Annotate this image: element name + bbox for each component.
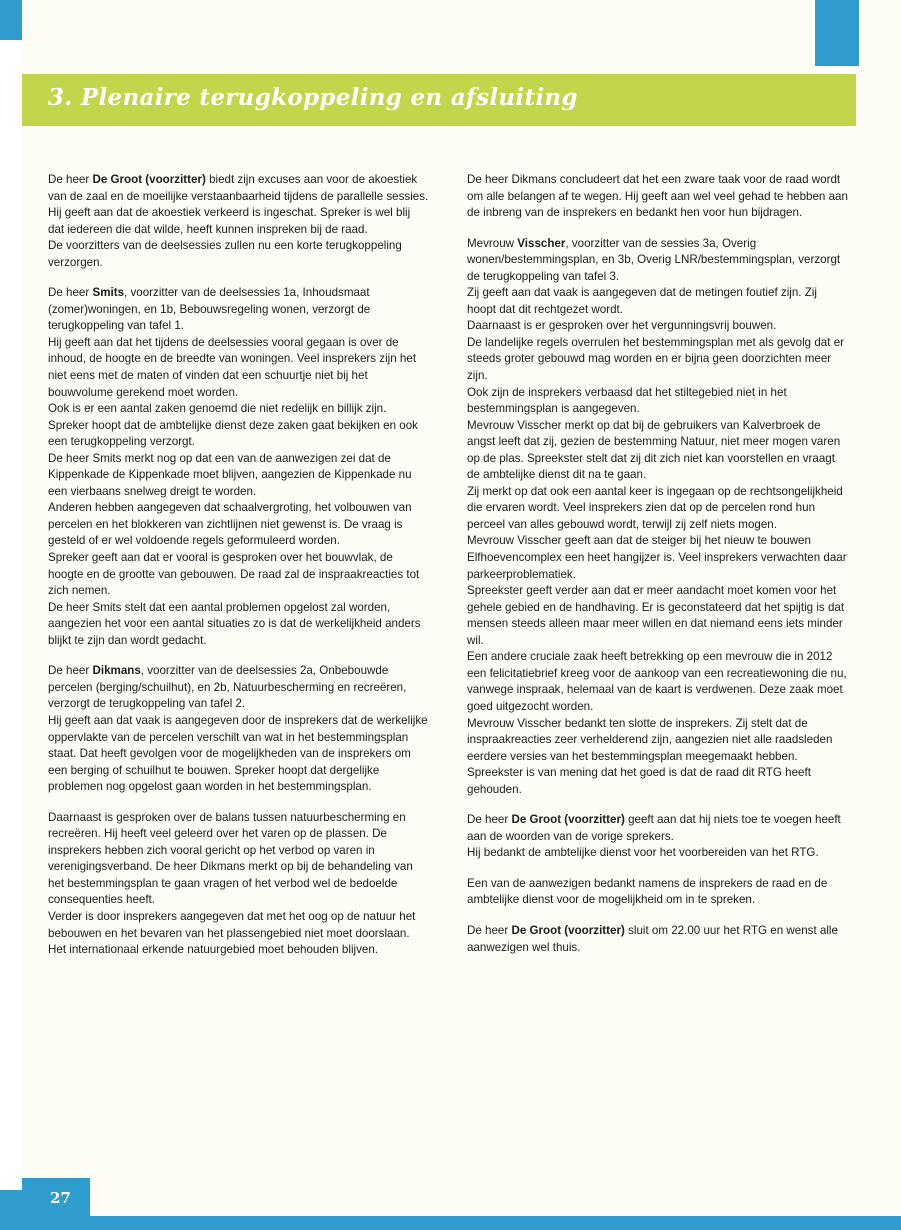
paragraph: Daarnaast is er gesproken over het vergunningsvrij bouwen.	[467, 319, 777, 333]
paragraph: Hij bedankt de ambtelijke dienst voor het voorbereiden van het RTG.	[467, 846, 819, 860]
paragraph: De landelijke regels overrulen het bestemmingsplan met als gevolg dat er steeds groter gebouwd mag worden en er bijna geen doorzichten meer zijn.	[467, 335, 845, 383]
paragraph-lead: De heer	[48, 664, 93, 678]
paragraph: Anderen hebben aangegeven dat schaalvergroting, het volbouwen van percelen en het blokkeren van zichtlijnen niet gewenst is. De vraag is gesteld of er wel voldoende regels geformuleerd worden.	[48, 501, 412, 548]
paragraph-rest: sluit om 22.00 uur het RTG en wenst alle aanwezigen wel thuis.	[467, 923, 838, 954]
body-columns	[48, 172, 848, 973]
paragraph-rest: , voorzitter van de deelsessies 2a, Onbebouwde percelen (berging/schuilhut), en 2b, Natuurbescherming en recreëren, verzorgt de terugkoppeling van tafel 2.	[48, 664, 407, 711]
paragraph: Verder is door insprekers aangegeven dat met het oog op de natuur het bebouwen en het bevaren van het plassengebied niet moet doorslaan. Het internationaal erkende natuurgebied moet behouden blijven.	[48, 909, 416, 957]
paragraph-rest: , voorzitter van de deelsessies 1a, Inhoudsmaat (zomer)woningen, en 1b, Bebouwsregeling wonen, verzorgt de terugkoppeling van tafel 1.	[48, 286, 371, 333]
paragraph-lead: De heer	[48, 173, 93, 186]
paragraph	[467, 923, 848, 956]
paragraph	[467, 812, 848, 845]
paragraph: Ook zijn de insprekers verbaasd dat het stiltegebied niet in het bestemmingsplan is aangegeven.	[467, 385, 787, 416]
paragraph: Mevrouw Visscher geeft aan dat de steiger bij het nieuw te bouwen Elfhoevencomplex een heet hangijzer is. Veel insprekers verwachten daar parkeerproblematiek.	[467, 534, 847, 581]
paragraph: De voorzitters van de deelsessies zullen nu een korte terugkoppeling verzorgen.	[48, 239, 402, 269]
speaker-name: De Groot (voorzitter)	[511, 923, 625, 937]
paragraph: Hij geeft aan dat vaak is aangegeven door de insprekers dat de werkelijke oppervlakte van de percelen verschilt van wat in het bestemmingsplan staat. Dat heeft gevolgen voor de mogelijkheden van de insprekers om een berging of schuilhut te bouwen. Spreker hoopt dat dergelijke problemen nog opgelost gaan worden in het bestemmingsplan.	[48, 713, 428, 794]
paragraph-rest: biedt zijn excuses aan voor de akoestiek van de zaal en de moeilijke verstaanbaarheid tijdens de parallelle sessies. Hij geeft aan dat de akoestiek verkeerd is ingeschat. Spreker is wel blij dat iedereen die dat wilde, heeft kunnen inspreken bij de raad.	[48, 173, 429, 236]
paragraph: De heer Smits stelt dat een aantal problemen opgelost zal worden, aangezien het voor een aantal situaties zo is dat de werkelijkheid anders blijkt te zijn dan wordt gedacht.	[48, 600, 421, 647]
paragraph: Spreekster geeft verder aan dat er meer aandacht moet komen voor het gehele gebied en de handhaving. Er is geconstateerd dat het spijtig is dat mensen steeds alleen maar meer willen en dat niemand eens iets minder wil.	[467, 584, 845, 647]
page-number: 27	[50, 1189, 71, 1207]
paragraph: Een van de aanwezigen bedankt namens de insprekers de raad en de ambtelijke dienst voor de mogelijkheid om in te spreken.	[467, 876, 828, 907]
paragraph-rest: , voorzitter van de sessies 3a, Overig wonen/bestemmingsplan, en 3b, Overig LNR/bestemmingsplan, verzorgt de terugkoppeling van tafel 3.	[467, 236, 841, 283]
paragraph-lead: De heer	[467, 923, 512, 937]
paragraph: Mevrouw Visscher merkt op dat bij de gebruikers van Kalverbroek de angst leeft dat zij, gezien de bestemming Natuur, niet meer mogen varen op de plas. Spreekster stelt dat zij dit zich niet kan voorstellen en vraagt de ambtelijke dienst dit na te gaan.	[467, 418, 841, 482]
paragraph: Daarnaast is gesproken over de balans tussen natuurbescherming en recreëren. Hij heeft veel geleerd over het varen op de plassen. De insprekers hebben zich vooral gericht op het verbod op varen in verenigingsverband. De heer Dikmans merkt op bij de behandeling van het bestemmingsplan te gaan vragen of het verbod wel de bedoelde consequenties heeft.	[48, 810, 413, 907]
paragraph-lead: De heer	[48, 286, 93, 300]
paragraph	[48, 663, 429, 713]
paragraph-rest: geeft aan dat hij niets toe te voegen heeft aan de woorden van de vorige sprekers.	[467, 813, 841, 843]
speaker-name: De Groot (voorzitter)	[92, 173, 206, 186]
speaker-name: Smits	[92, 286, 125, 300]
paragraph	[48, 285, 429, 335]
paragraph: Een andere cruciale zaak heeft betrekking op een mevrouw die in 2012 een felicitatiebrief kreeg voor de aankoop van een recreatiewoning die nu, vanwege inspraak, helemaal van de kaart is verdwenen. Deze zaak moet goed uitgezocht worden.	[467, 650, 847, 713]
paragraph: Spreker geeft aan dat er vooral is gesproken over het bouwvlak, de hoogte en de grootte van gebouwen. De raad zal de inspraakreacties tot zich nemen.	[48, 551, 420, 598]
speaker-name: De Groot (voorzitter)	[511, 813, 625, 827]
paragraph: Hij geeft aan dat het tijdens de deelsessies vooral gegaan is over de inhoud, de hoogte en de breedte van woningen. Veel insprekers zijn het niet eens met de maten of vinden dat een schuurtje niet bij het bouwvolume gerekend moet worden.	[48, 335, 417, 399]
bottom-accent-strip	[0, 1216, 901, 1230]
speaker-name: Dikmans	[92, 664, 141, 678]
paragraph	[48, 172, 429, 238]
left-text-column	[48, 172, 429, 973]
paragraph: Zij merkt op dat ook een aantal keer is ingegaan op de rechtsongelijkheid die ervaren wordt. Veel insprekers zien dat op de percelen rond hun perceel van alles gebouwd wordt, terwijl zij zelf niets mogen.	[467, 484, 843, 531]
page-title: 3. Plenaire terugkoppeling en afsluiting	[48, 84, 578, 111]
right-text-column	[467, 172, 848, 973]
left-accent-bar-gap	[0, 40, 22, 1190]
top-right-accent-square	[815, 0, 859, 66]
paragraph-lead: De heer	[467, 813, 512, 827]
speaker-name: Visscher	[517, 236, 566, 250]
paragraph: De heer Smits merkt nog op dat een van de aanwezigen zei dat de Kippenkade de Kippenkade moet blijven, aangezien de Kippenkade nu een vierbaans snelweg dreigt te worden.	[48, 451, 412, 498]
paragraph: Zij geeft aan dat vaak is aangegeven dat de metingen foutief zijn. Zij hoopt dat dit rechtgezet wordt.	[467, 286, 817, 316]
paragraph	[467, 236, 848, 286]
paragraph: De heer Dikmans concludeert dat het een zware taak voor de raad wordt om alle belangen af te wegen. Hij geeft aan wel veel gehad te hebben aan de inbreng van de insprekers en bedankt hen voor hun bijdragen.	[467, 173, 848, 220]
paragraph-lead: Mevrouw	[467, 236, 518, 250]
paragraph: Ook is er een aantal zaken genoemd die niet redelijk en billijk zijn. Spreker hoopt dat de ambtelijke dienst deze zaken gaat bekijken en ook een terugkoppeling verzorgt.	[48, 402, 418, 449]
paragraph: Mevrouw Visscher bedankt ten slotte de insprekers. Zij stelt dat de inspraakreacties zeer verhelderend zijn, aangezien niet alle raadsleden eerdere versies van het bestemmingsplan meegemaakt hebben. Spreekster is van mening dat het goed is dat de raad dit RTG heeft gehouden.	[467, 716, 833, 796]
